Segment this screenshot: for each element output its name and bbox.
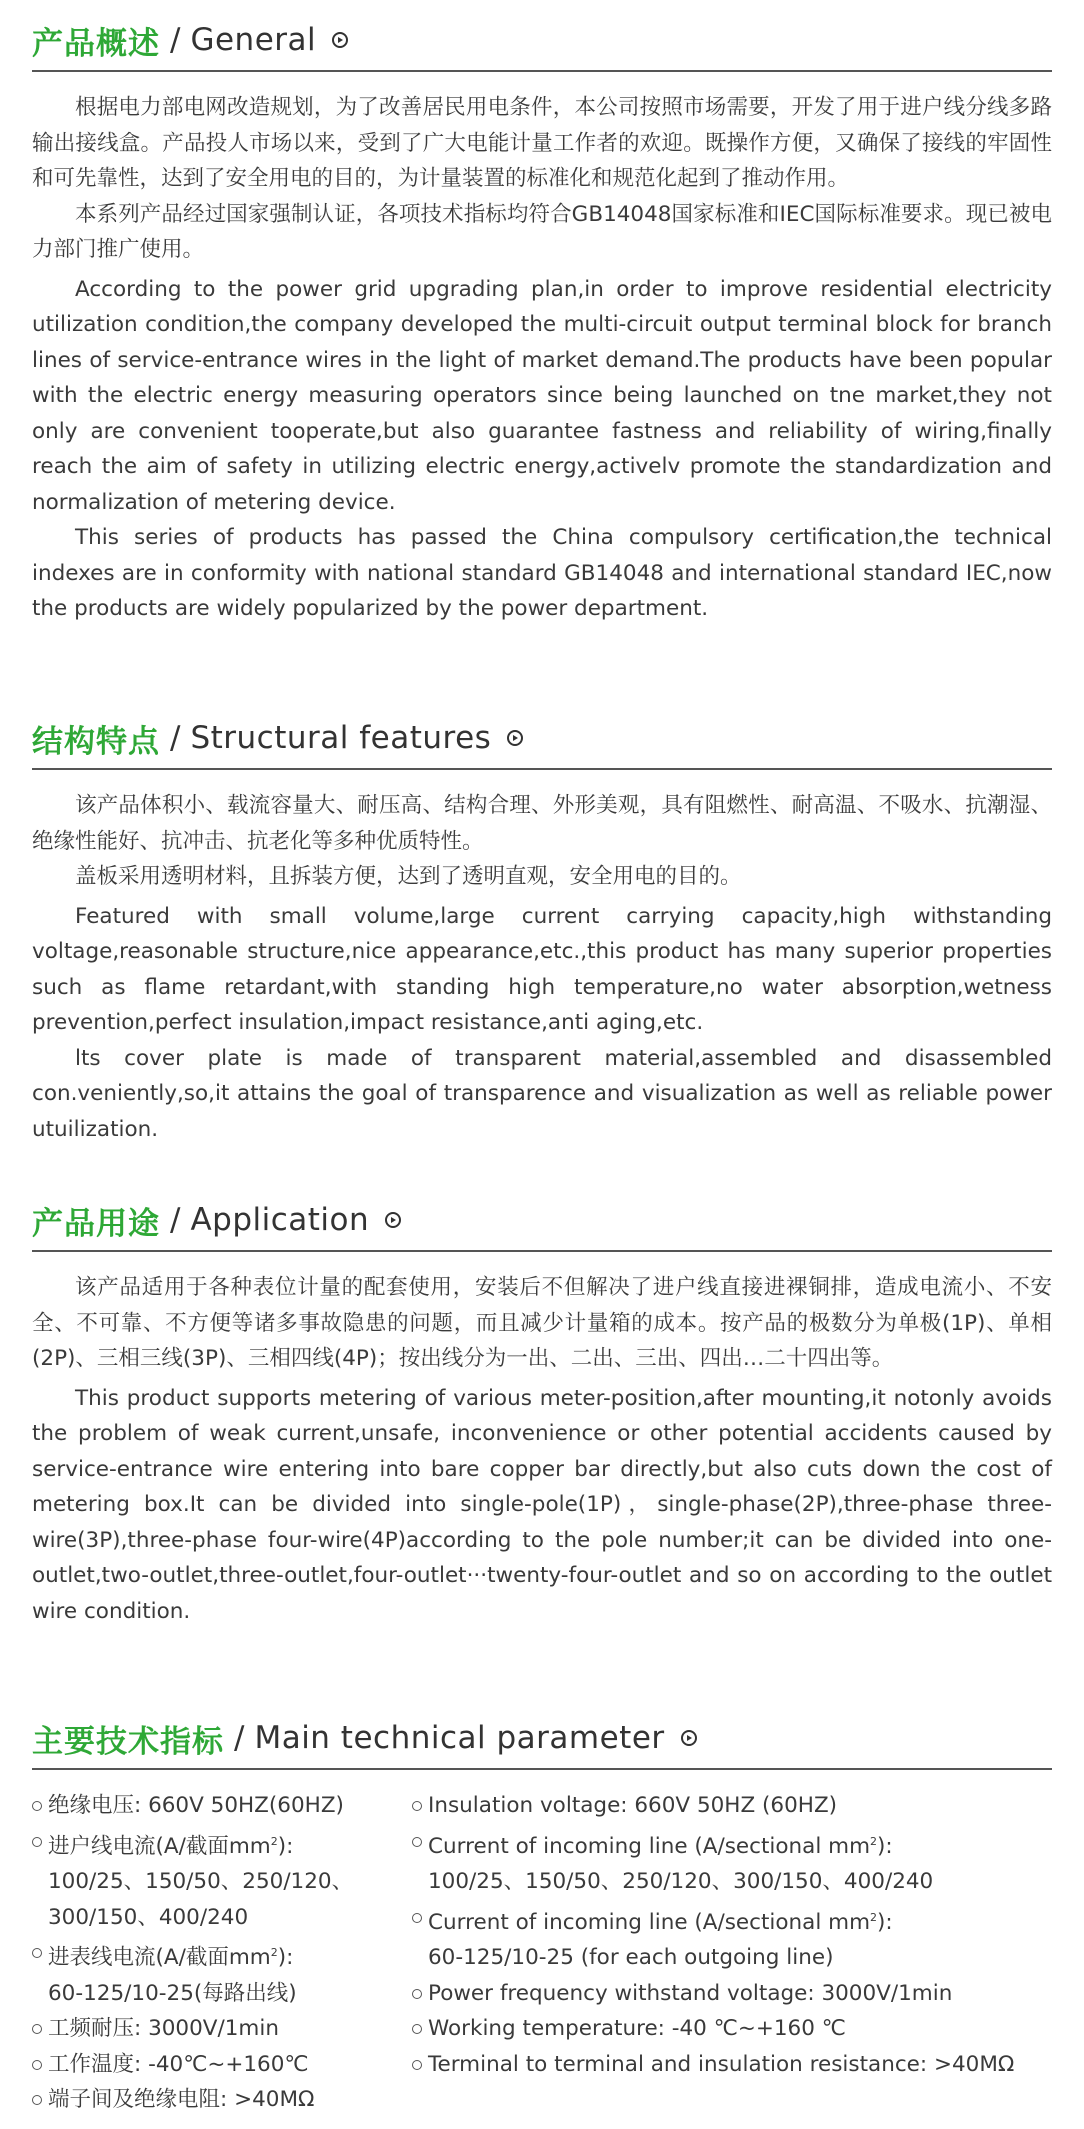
param-item: [412, 1788, 1052, 1824]
paragraph: 根据电力部电网改造规划，为了改善居民用电条件，本公司按照市场需要，开发了用于进户线分线多路输出接线盒。产品投人市场以来，受到了广大电能计量工作者的欢迎。既操作方便，又确保了接线的牢固性和可先靠性，达到了安全用电的目的，为计量装置的标准化和规范化起到了推动作用。: [32, 95, 1052, 191]
section-header: [32, 1716, 1052, 1770]
param-text: 端子间及绝缘电阻: >40MΩ: [48, 2087, 315, 2113]
title-zh: 主要技术指标: [32, 1723, 224, 1760]
play-circle-icon: [332, 32, 348, 48]
param-text: Current of incoming line (A/sectional $mm^2$):: [428, 1909, 893, 1935]
bullet-circle-icon: [412, 1801, 422, 1811]
param-text: Insulation voltage: 660V 50HZ (60HZ): [428, 1793, 838, 1818]
param-item: [412, 1900, 1052, 1941]
section-body: [32, 1270, 1052, 1629]
param-text: Working temperature: -40 ℃~+160 ℃: [428, 2016, 846, 2042]
title-en: Structural features: [190, 720, 492, 756]
param-text: Power frequency withstand voltage: 3000V/1min: [428, 1980, 953, 2006]
bullet-circle-icon: [412, 1913, 422, 1923]
param-text: 进表线电流(A/截面$mm^2$):: [48, 1945, 294, 1971]
section-general: [32, 18, 1052, 627]
play-circle-icon: [385, 1212, 401, 1228]
paragraph: 该产品体积小、载流容量大、耐压高、结构合理、外形美观，具有阻燃性、耐高温、不吸水、抗潮湿、绝缘性能好、抗冲击、抗老化等多种优质特性。: [32, 793, 1052, 854]
title-zh: 产品概述: [32, 25, 160, 62]
parameter-column-en: [412, 1788, 1052, 2118]
bullet-circle-icon: [32, 1801, 42, 1811]
section-body: [32, 90, 1052, 627]
paragraph: Featured with small volume,large current carrying capacity,high withstanding voltage,reasonable structure,nice appearance,etc.,this product has many superior properties such as flame retardant,with standing high temperature,no water absorption,wetness prevention,perfect insulation,impact resistance,anti aging,etc.: [32, 903, 1052, 1035]
bullet-circle-icon: [32, 1837, 42, 1847]
param-text: Terminal to terminal and insulation resistance: >40MΩ: [428, 2051, 1015, 2077]
title-en: General: [190, 22, 317, 58]
play-circle-icon: [681, 1730, 697, 1746]
section-header: [32, 1198, 1052, 1252]
bullet-circle-icon: [412, 2024, 422, 2034]
section-application: [32, 1198, 1052, 1629]
bullet-circle-icon: [32, 2060, 42, 2070]
title-separator: /: [170, 1202, 181, 1238]
param-text: 进户线电流(A/截面$mm^2$):: [48, 1833, 294, 1859]
section-header: [32, 18, 1052, 72]
bullet-circle-icon: [412, 2060, 422, 2070]
param-item: [412, 1824, 1052, 1865]
section-body: [32, 788, 1052, 1147]
param-text: 工频耐压: 3000V/1min: [48, 2016, 279, 2042]
param-value: 300/150、400/240: [48, 1904, 249, 1930]
title-en: Main technical parameter: [254, 1720, 665, 1756]
title-separator: /: [170, 22, 181, 58]
param-item: [412, 2011, 1052, 2047]
param-item: [32, 1935, 412, 1976]
paragraph: According to the power grid upgrading plan,in order to improve residential electricity utilization condition,the company developed the multi-circuit output terminal block for branch lines of service-entrance wires in the light of market demand.The products have been popular with the electric energy measuring operators since being launched on tne market,they not only are convenient tooperate,but also guarantee fastness and reliability of wiring,finally reach the aim of safety in utilizing electric energy,activelv promote the standardization and normalization of metering device.: [32, 276, 1052, 515]
param-item: [32, 2082, 412, 2118]
title-zh: 产品用途: [32, 1205, 160, 1242]
title-separator: /: [170, 720, 181, 756]
param-item: [32, 1824, 412, 1865]
section-technical: [32, 1716, 1052, 2118]
param-text: Current of incoming line (A/sectional $mm^2$):: [428, 1833, 893, 1859]
param-item: [32, 1788, 412, 1824]
bullet-circle-icon: [412, 1837, 422, 1847]
param-item: [412, 1976, 1052, 2012]
param-value: 60-125/10-25(每路出线): [48, 1980, 297, 2006]
title-separator: /: [234, 1720, 245, 1756]
paragraph: This product supports metering of various meter-position,after mounting,it notonly avoids the problem of weak current,unsafe, inconvenience or other potential accidents caused by service-entrance wire entering into bare copper bar directly,but also cuts down the cost of metering box.It can be divided into single-pole(1P)，single-phase(2P),three-phase three-wire(3P),three-phase four-wire(4P)according to the pole number;it can be divided into one-outlet,two-outlet,three-outlet,four-outlet···twenty-four-outlet and so on according to the outlet wire condition.: [32, 1385, 1052, 1624]
bullet-circle-icon: [32, 1948, 42, 1958]
param-value: 100/25、150/50、250/120、: [48, 1869, 354, 1895]
paragraph: This series of products has passed the China compulsory certification,the technical indexes are in conformity with national standard GB14048 and international standard IEC,now the products are widely popularized by the power department.: [32, 525, 1052, 621]
parameter-column-zh: [32, 1788, 412, 2118]
param-item: [32, 2047, 412, 2083]
bullet-circle-icon: [32, 2095, 42, 2105]
param-item: [412, 2047, 1052, 2083]
paragraph: 本系列产品经过国家强制认证，各项技术指标均符合GB14048国家标准和IEC国际标准要求。现已被电力部门推广使用。: [32, 201, 1052, 262]
section-structural: [32, 716, 1052, 1147]
bullet-circle-icon: [412, 1989, 422, 1999]
paragraph: 盖板采用透明材料，且拆装方便，达到了透明直观，安全用电的目的。: [75, 864, 742, 889]
paragraph: lts cover plate is made of transparent material,assembled and disassembled con.veniently,so,it attains the goal of transparence and visualization as well as reliable power utuilization.: [32, 1045, 1052, 1142]
param-value: 60-125/10-25 (for each outgoing line): [428, 1945, 834, 1971]
param-text: 绝缘电压: 660V 50HZ(60HZ): [48, 1793, 344, 1818]
section-header: [32, 716, 1052, 770]
title-en: Application: [190, 1202, 370, 1238]
paragraph: 该产品适用于各种表位计量的配套使用，安装后不但解决了进户线直接进裸铜排，造成电流小、不安全、不可靠、不方便等诸多事故隐患的问题，而且减少计量箱的成本。按产品的极数分为单极(1P)、单相(2P)、三相三线(3P)、三相四线(4P)；按出线分为一出、二出、三出、四出…二十四出等。: [32, 1275, 1052, 1371]
param-item: [32, 2011, 412, 2047]
parameter-list: [32, 1788, 1052, 2118]
bullet-circle-icon: [32, 2024, 42, 2034]
param-value: 100/25、150/50、250/120、300/150、400/240: [428, 1869, 934, 1895]
param-text: 工作温度: -40℃~+160℃: [48, 2051, 309, 2077]
title-zh: 结构特点: [32, 723, 160, 760]
play-circle-icon: [507, 730, 523, 746]
